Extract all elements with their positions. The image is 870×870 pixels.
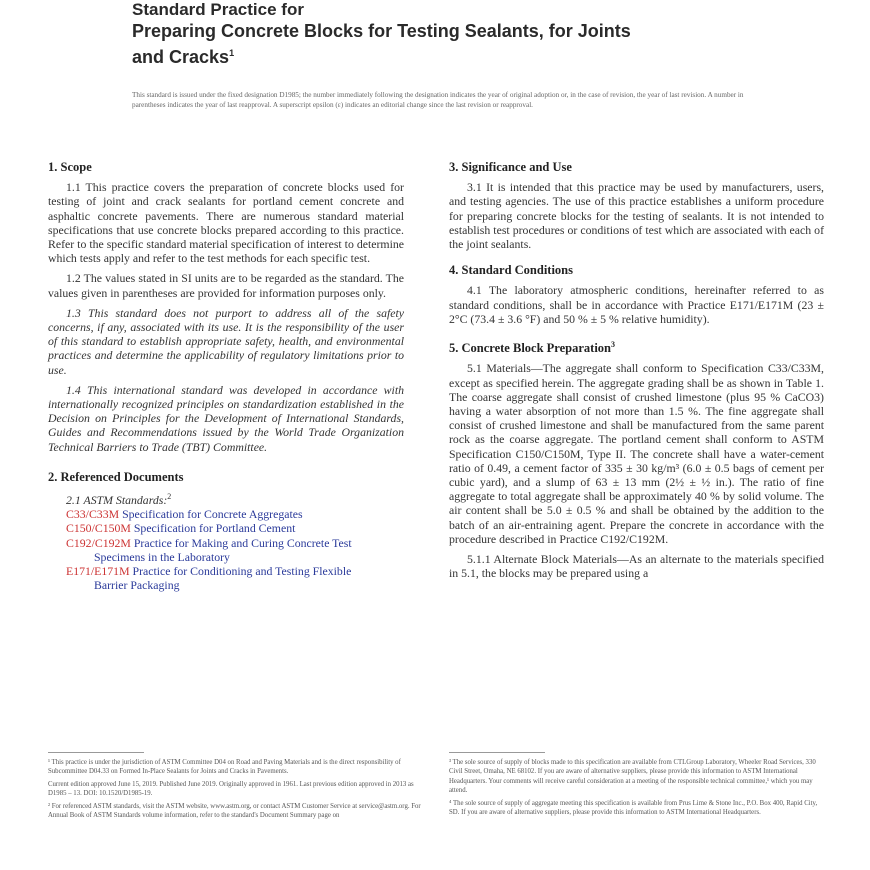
section-significance-heading: 3. Significance and Use [449, 160, 572, 174]
footnote-1-edition: Current edition approved June 15, 2019. Published June 2019. Originally approved in 1961. Last previous edition approved in 2013 as D1985 – 13. DOI: 10.1520/D1985-19. [48, 780, 414, 798]
ref-item[interactable] [66, 536, 404, 550]
designation-note: This standard is issued under the fixed designation D1985; the number immediately following the designation indicates the year of original adoption or, in the case of revision, the year of last revision. A number in parentheses indicates the year of last reapproval. A superscript epsilon (ε) indicates an editorial change since the last revision or reapproval. [132, 91, 744, 109]
para-4-1: 4.1 The laboratory atmospheric conditions, hereinafter referred to as standard conditions, shall be in accordance with Practice E171/E171M (23 ± 2°C (73.4 ± 3.6 °F) and 50 % ± 5 % relative humidity). [449, 283, 824, 326]
footnote-divider-right [449, 752, 545, 753]
ref-code-link[interactable]: C33/C33M [66, 507, 120, 522]
ref-code-link[interactable]: C150/C150M [66, 521, 131, 536]
para-5-1-1: 5.1.1 Alternate Block Materials—As an alternate to the materials specified in 5.1, the blocks may be prepared using a [449, 552, 824, 581]
ref-title-link[interactable]: Specification for Concrete Aggregates [122, 507, 303, 522]
title-line-1: Standard Practice for [132, 0, 304, 19]
ref-title-link[interactable]: Practice for Making and Curing Concrete Test [133, 535, 352, 550]
ref-title-link[interactable]: Barrier Packaging [94, 578, 180, 593]
section-referenced-documents-heading: 2. Referenced Documents [48, 469, 184, 484]
footnote-divider-left [48, 752, 144, 753]
ref-code-link[interactable]: E171/E171M [66, 564, 130, 578]
document-title [132, 0, 772, 68]
ref-item[interactable] [66, 564, 404, 578]
left-column [48, 160, 404, 592]
footnote-2: ² For referenced ASTM standards, visit the ASTM website, www.astm.org, or contact ASTM Customer Service at service@astm.org. For Annual Book of ASTM Standards volume information, refer to the standard's Document Summary page on [48, 802, 421, 820]
referenced-documents-list [48, 490, 404, 592]
ref-code-link[interactable]: C192/C192M [66, 535, 131, 550]
para-1-4: 1.4 This international standard was developed in accordance with internationally recognized principles on standardization established in the Decision on Principles for the Development of International Standards, Guides and Recommendations issued by the World Trade Organization Technical Barriers to Trade (TBT) Committee. [48, 382, 404, 454]
ref-title-link[interactable]: Practice for Conditioning and Testing Flexible [132, 564, 352, 578]
ref-title-link[interactable]: Specimens in the Laboratory [94, 549, 230, 564]
footnotes-right [449, 758, 824, 817]
astm-standards-label: 2.1 ASTM Standards: [66, 492, 168, 507]
block-prep-footnote-mark: 3 [611, 340, 616, 350]
section-standard-conditions-heading: 4. Standard Conditions [449, 263, 573, 278]
ref-item[interactable] [66, 507, 404, 521]
para-5-1: 5.1 Materials—The aggregate shall conform to Specification C33/C33M, except as specified herein. The aggregate grading shall be as shown in Table 1. The coarse aggregate shall consist of crushed limestone (plus 95 % CaCO3) having a water absorption of not more than 1.5 %. The fine aggregate shall consist of crushed limestone and shall be manufactured from the same parent rock as the coarse aggregate. The portland cement shall conform to ASTM Specification C150/C150M, Type II. The concrete shall have a water-cement ratio of 0.49, a cement factor of 335 ± 30 kg/m³ (6.0 ± 0.5 bags of cement per cubic yard), and a slump of 63 ± 13 mm (2½ ± ½ in.). The ratio of fine aggregate to total aggregate shall be approximately 40 % by solid volume. The air content shall be 5.0 ± 0.5 % and shall be obtained by the addition to the batch of an air-entraining agent. Prepare the concrete in accordance with the procedure described in Practice C192/C192M. [449, 361, 824, 546]
title-line-2: Preparing Concrete Blocks for Testing Sealants, for Joints [132, 21, 631, 41]
footnote-3: ³ The sole source of supply of blocks made to this specification are available from CTLGroup Laboratory, Wheeler Road Services, 330 Civil Street, Omaha, NE 68102. If you are aware of alternative suppliers, please provide this information to ASTM International Headquarters. Your comments will receive careful consideration at a meeting of the responsible technical committee,¹ which you may attend. [449, 759, 816, 795]
footnote-1: ¹ This practice is under the jurisdiction of ASTM Committee D04 on Road and Paving Materials and is the direct responsibility of Subcommittee D04.33 on Formed In-Place Sealants for Joints and Cracks in Pavements. [48, 759, 401, 776]
footnotes-left [48, 758, 423, 820]
section-scope-heading: 1. Scope [48, 160, 92, 174]
title-line-3: and Cracks [132, 47, 230, 67]
section-block-preparation-heading: 5. Concrete Block Preparation [449, 341, 612, 356]
footnote-4: ⁴ The sole source of supply of aggregate meeting this specification is available from Prus Lime & Stone Inc., P.O. Box 400, Rapid City, SD. If you are aware of alternative suppliers, please provide this information to ASTM International Headquarters. [449, 799, 818, 817]
ref-item-continued[interactable] [66, 578, 404, 592]
ref-item-continued[interactable] [66, 550, 404, 564]
para-1-1: 1.1 This practice covers the preparation of concrete blocks used for testing of joint and crack sealants for portland cement concrete and asphaltic concrete pavements. There are numerous standard material specifications that use concrete blocks prepared according to this practice. Refer to the specific standard material specification of interest to determine which tests apply and refer to the test methods for each specific test. [48, 180, 404, 266]
ref-title-link[interactable]: Specification for Portland Cement [133, 521, 296, 536]
astm-footnote-mark: 2 [167, 492, 172, 502]
para-1-2: 1.2 The values stated in SI units are to be regarded as the standard. The values given in parentheses are provided for information purposes only. [48, 271, 404, 300]
para-1-3: 1.3 This standard does not purport to address all of the safety concerns, if any, associated with its use. It is the responsibility of the user of this standard to establish appropriate safety, health, and environmental practices and determine the applicability of regulatory limitations prior to use. [48, 305, 404, 377]
ref-item[interactable] [66, 521, 404, 535]
right-column [449, 160, 824, 586]
title-footnote-mark: 1 [229, 48, 235, 58]
para-3-1: 3.1 It is intended that this practice may be used by manufacturers, users, and testing agencies. The use of this practice establishes a uniform procedure for preparing concrete blocks for the testing of sealants. It is not intended to establish test procedures or conditions of test which are associated with each of the joint sealants. [449, 180, 824, 252]
